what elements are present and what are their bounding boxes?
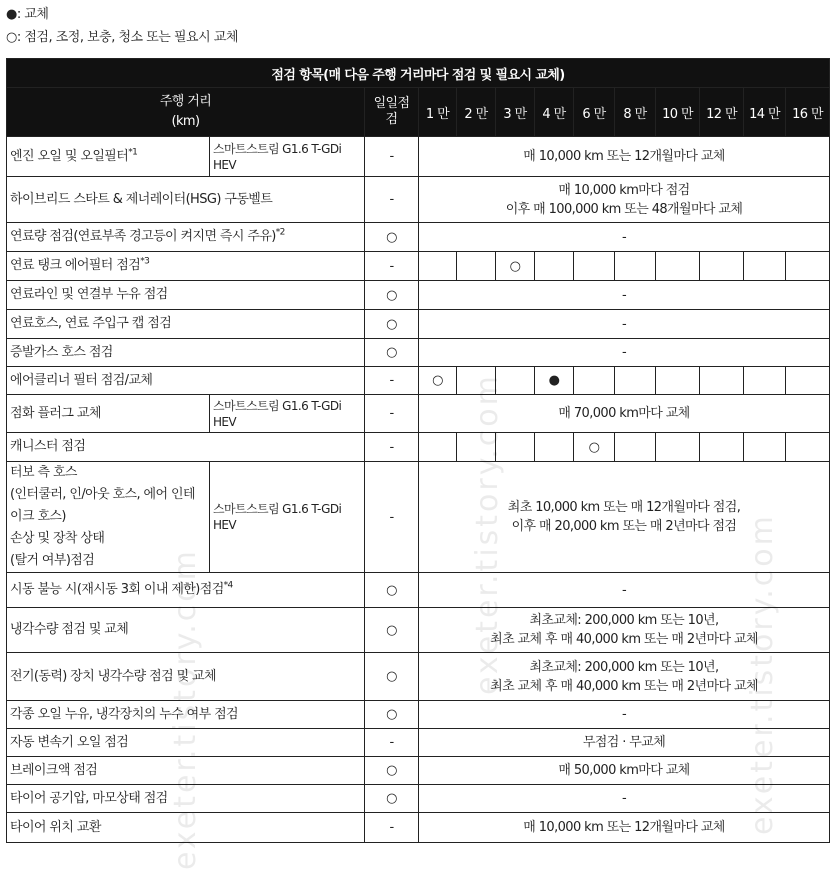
interval-text: 매 10,000 km 또는 12개월마다 교체 [523, 149, 725, 164]
daily-check-cell: - [365, 367, 419, 395]
item-label: 각종 오일 누유, 냉각장치의 누수 여부 점검 [10, 706, 239, 722]
footnote-mark: *3 [140, 256, 150, 267]
interval-text: 매 50,000 km마다 교체 [558, 763, 690, 778]
item-name [7, 433, 365, 462]
interval-cell [656, 367, 700, 395]
watermark: exeter.tistory.com [470, 373, 505, 695]
interval-text: - [621, 345, 627, 360]
interval-cell [457, 252, 496, 281]
table-row [7, 433, 830, 462]
daily-check-cell: - [365, 137, 419, 177]
table-row [7, 367, 830, 395]
interval-cell [574, 252, 615, 281]
item-label: 브레이크액 점검 [10, 762, 98, 778]
header-daily: 일일점검 [365, 88, 419, 137]
item-label: 시동 불능 시(재시동 3회 이내 제한)점검 [10, 582, 224, 597]
item-name [7, 339, 365, 367]
interval-cell [656, 433, 700, 462]
interval-text: 최초교체: 200,000 km 또는 10년, 최초 교체 후 매 40,000 km 또는 매 2년마다 교체 [490, 613, 758, 647]
daily-check-cell: - [365, 729, 419, 757]
engine-type: 스마트스트림 G1.6 T-GDi HEV [210, 395, 365, 433]
item-name [7, 137, 210, 177]
header-column: 2 만 [457, 88, 496, 137]
maintenance-schedule-table [6, 58, 830, 843]
item-name [7, 252, 365, 281]
interval-cell [656, 252, 700, 281]
interval-cell [535, 252, 574, 281]
item-label: 냉각수량 점검 및 교체 [10, 622, 129, 637]
daily-check-cell: ○ [365, 608, 419, 653]
table-row [7, 653, 830, 701]
footnote-mark: *2 [275, 227, 285, 238]
daily-check-cell: ○ [365, 223, 419, 252]
table-row [7, 137, 830, 177]
item-label: 타이어 위치 교환 [10, 819, 101, 835]
item-label: 타이어 공기압, 마모상태 점검 [10, 790, 168, 806]
interval-span-cell [419, 177, 830, 223]
daily-check-cell: ○ [365, 281, 419, 310]
item-label: 엔진 오일 및 오일필터 [10, 148, 129, 164]
item-name [7, 310, 365, 339]
item-name [7, 177, 365, 223]
daily-check-cell: ○ [365, 701, 419, 729]
interval-span-cell [419, 339, 830, 367]
table-row [7, 310, 830, 339]
item-name [7, 395, 210, 433]
table-row [7, 462, 830, 573]
header-distance: 주행 거리 (km) [7, 88, 365, 137]
interval-cell [744, 433, 786, 462]
interval-cell: ○ [419, 367, 457, 395]
footnote-mark: *1 [128, 147, 138, 158]
daily-check-cell: - [365, 433, 419, 462]
item-label: 캐니스터 점검 [10, 439, 86, 454]
table-title: 점검 항목(매 다음 주행 거리마다 점검 및 필요시 교체) [7, 59, 830, 88]
daily-check-cell: ○ [365, 757, 419, 785]
interval-cell [786, 433, 830, 462]
item-label: 터보 측 호스 (인터쿨러, 인/아웃 호스, 에어 인테이크 호스) 손상 및 장착 상태 (탈거 여부)점검 [10, 465, 195, 568]
daily-check-cell: ○ [365, 573, 419, 608]
interval-text: 매 10,000 km마다 점검 이후 매 100,000 km 또는 48개월마다 교체 [505, 182, 743, 217]
table-row [7, 223, 830, 252]
table-row [7, 813, 830, 843]
interval-text: - [621, 791, 627, 806]
interval-cell [744, 367, 786, 395]
interval-cell [615, 367, 656, 395]
header-column: 3 만 [496, 88, 535, 137]
interval-text: - [621, 707, 627, 722]
engine-type: 스마트스트림 G1.6 T-GDi HEV [210, 462, 365, 573]
interval-cell [615, 433, 656, 462]
daily-check-cell: - [365, 177, 419, 223]
interval-cell: ○ [496, 252, 535, 281]
interval-span-cell [419, 137, 830, 177]
item-label: 연료량 점검(연료부족 경고등이 켜지면 즉시 주유) [10, 229, 276, 244]
item-label: 연료 탱크 에어필터 점검 [10, 258, 141, 273]
interval-cell [786, 252, 830, 281]
item-name [7, 223, 365, 252]
interval-span-cell [419, 281, 830, 310]
daily-check-cell: ○ [365, 653, 419, 701]
table-row [7, 252, 830, 281]
daily-check-cell: - [365, 462, 419, 573]
interval-text: - [621, 316, 627, 332]
interval-cell [574, 367, 615, 395]
watermark: exeter.tistory.com [168, 548, 203, 870]
engine-type: 스마트스트림 G1.6 T-GDi HEV [210, 137, 365, 177]
interval-text: 최초교체: 200,000 km 또는 10년, 최초 교체 후 매 40,000 km 또는 매 2년마다 교체 [490, 659, 758, 694]
interval-cell [535, 433, 574, 462]
interval-cell [419, 433, 457, 462]
legend-inspect: ○: 점검, 조정, 보충, 청소 또는 필요시 교체 [6, 30, 238, 45]
legend-replace: ●: 교체 [6, 7, 49, 22]
header-column: 12 만 [700, 88, 744, 137]
interval-text: - [621, 582, 627, 598]
interval-cell: ○ [574, 433, 615, 462]
interval-cell [700, 252, 744, 281]
table-row [7, 395, 830, 433]
item-label: 자동 변속기 오일 점검 [10, 734, 129, 750]
header-column: 14 만 [744, 88, 786, 137]
watermark: exeter.tistory.com [745, 513, 780, 835]
daily-check-cell: - [365, 395, 419, 433]
interval-cell [615, 252, 656, 281]
item-name [7, 367, 365, 395]
table-row [7, 573, 830, 608]
interval-cell [700, 433, 744, 462]
header-column: 4 만 [535, 88, 574, 137]
interval-text: 매 70,000 km마다 교체 [558, 406, 690, 421]
table-row [7, 281, 830, 310]
interval-span-cell [419, 310, 830, 339]
header-column: 16 만 [786, 88, 830, 137]
item-label: 증발가스 호스 점검 [10, 344, 113, 360]
interval-cell [419, 252, 457, 281]
daily-check-cell: - [365, 813, 419, 843]
item-label: 연료라인 및 연결부 누유 점검 [10, 287, 168, 302]
daily-check-cell: ○ [365, 339, 419, 367]
item-name [7, 281, 365, 310]
table-row [7, 701, 830, 729]
table-row [7, 757, 830, 785]
table-row [7, 785, 830, 813]
interval-text: - [621, 287, 627, 303]
daily-check-cell: ○ [365, 310, 419, 339]
daily-check-cell: ○ [365, 785, 419, 813]
interval-cell [744, 252, 786, 281]
interval-cell: ● [535, 367, 574, 395]
interval-span-cell [419, 223, 830, 252]
item-label: 하이브리드 스타트 & 제너레이터(HSG) 구동벨트 [10, 191, 273, 207]
header-column: 8 만 [615, 88, 656, 137]
interval-text: 최초 10,000 km 또는 매 12개월마다 점검, 이후 매 20,000 km 또는 매 2년마다 점검 [507, 500, 741, 534]
interval-cell [786, 367, 830, 395]
item-label: 에어클리너 필터 점검/교체 [10, 372, 153, 388]
header-column: 10 만 [656, 88, 700, 137]
table-row [7, 608, 830, 653]
header-column: 1 만 [419, 88, 457, 137]
item-label: 연료호스, 연료 주입구 캡 점검 [10, 316, 172, 331]
table-row [7, 339, 830, 367]
daily-check-cell: - [365, 252, 419, 281]
interval-text: 매 10,000 km 또는 12개월마다 교체 [523, 820, 725, 835]
table-row [7, 729, 830, 757]
footnote-mark: *4 [223, 580, 233, 591]
interval-cell [700, 367, 744, 395]
header-column: 6 만 [574, 88, 615, 137]
item-label: 점화 플러그 교체 [10, 405, 101, 421]
interval-text: - [621, 229, 627, 245]
interval-text: 무점검 · 무교체 [582, 735, 666, 750]
table-row [7, 177, 830, 223]
item-label: 전기(동력) 장치 냉각수량 점검 및 교체 [10, 668, 216, 684]
